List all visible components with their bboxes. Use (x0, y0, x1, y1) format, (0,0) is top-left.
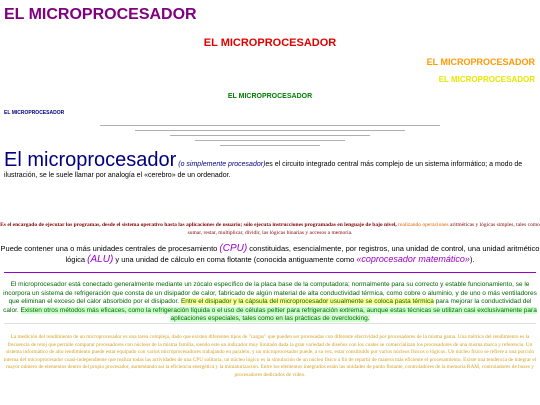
horizontal-rule (170, 135, 370, 136)
heading-4: EL MICROPROCESADOR (438, 75, 535, 84)
section-divider (4, 272, 536, 273)
cpu-text-1: Puede contener una o más unidades centrales de procesamiento (0, 244, 218, 253)
horizontal-rule (135, 130, 405, 131)
execution-bold-text: Es el encargado de ejecutar los programas, desde el sistema operativo hasta las aplicaciones de usuario; sólo ejecuta instrucciones programadas en lenguaje de bajo nivel, (0, 222, 397, 228)
horizontal-rule (195, 140, 345, 141)
heading-1: EL MICROPROCESADOR (4, 6, 197, 23)
heading-5: EL MICROPROCESADOR (227, 93, 313, 100)
cooling-text-2: para mejorar la conductividad del calor. (3, 298, 532, 314)
cpu-text-3: y una unidad de cálculo en coma flotante (conocida antiguamente como (115, 255, 355, 264)
cooling-highlight-2: Existen otros métodos más eficaces, como la refrigeración líquida o el uso de células peltier para refrigeración extrema, aunque estas técnicas se utilizan casi exclusivamente para aplicaciones especiales, tales como en las prácticas de overclocking. (20, 306, 537, 322)
intro-body: es el circuito integrado central más complejo de un sistema informático; a modo de ilustración, se le suele llamar por analogía el «cerebro» de un ordenador. (4, 161, 523, 179)
horizontal-rule (100, 125, 440, 126)
execution-highlight-text: realizando operaciones (398, 222, 449, 228)
alu-acronym: (ALU) (87, 254, 114, 265)
section-divider (4, 323, 536, 324)
cooling-paragraph (2, 281, 538, 324)
cpu-paragraph (0, 243, 540, 265)
cpu-text-2: constituidas, esencialmente, por registros, una unidad de control, una unidad aritmético lógica (65, 244, 540, 264)
heading-6: EL MICROPROCESADOR (4, 110, 65, 116)
performance-paragraph: La medición del rendimiento de un microprocesador es una tarea compleja, dado que existen diferentes tipos de "cargas" que pueden ser procesadas con diferente efectividad por procesadores de la misma gama. Una métrica del rendimiento es la frecuencia de reloj que permite comparar procesadores con núcleos de la misma familia, siendo este un indicador muy limitado dada la gran variedad de diseños con los cuales se comercializan los procesadores de una misma marca y referencia. Un sistema informático de alto rendimiento puede estar equipado con varios microprocesadores trabajando en paralelo, y un microprocesador puede, a su vez, estar constituido por varios núcleos físicos o lógicos. Un núcleo físico se refiere a una porción interna del microprocesador cuasi-independiente que realiza todas las actividades de una CPU solitaria, un núcleo lógico es la simulación de un núcleo físico a fin de repartir de manera más eficiente el procesamiento. Existe una tendencia de integrar el mayor número de elementos dentro del propio procesador, aumentando así la eficiencia energética y la miniaturización. Entre los elementos integrados están las unidades de punto flotante, controladores de la memoria RAM, controladores de buses y procesadores dedicados de vídeo. (3, 334, 537, 378)
heading-2: EL MICROPROCESADOR (203, 37, 337, 49)
cooling-highlight-1: Entre el disipador y la cápsula del microprocesador usualmente se coloca pasta térmica (180, 298, 434, 305)
intro-paragraph (4, 150, 536, 181)
execution-paragraph (0, 221, 540, 237)
cpu-text-4: ). (469, 255, 475, 264)
heading-3: EL MICROPROCESADOR (426, 57, 535, 67)
coprocessor-term: «coprocesador matemático» (356, 254, 470, 264)
intro-term: El microprocesador (4, 149, 177, 171)
cpu-acronym: (CPU) (219, 243, 248, 254)
intro-aside: (o simplemente procesador) (178, 161, 266, 168)
horizontal-rule (220, 145, 320, 146)
cooling-text-1: El microprocesador está conectado generalmente mediante un zócalo específico de la placa base de la computadora; normalmente para su correcto y estable funcionamiento, se le incorpora un sistema de refrigeración que consta de un disipador de calor, fabricado de algún material de alta conductividad térmica, como cobre o aluminio, y de uno o más ventiladores que eliminan el exceso del calor absorbido por el disipador. (3, 281, 537, 305)
execution-rest-text: aritméticas y lógicas simples, tales como sumar, restar, multiplicar, dividir, las lógicas binarias y accesos a memoria. (187, 222, 540, 236)
